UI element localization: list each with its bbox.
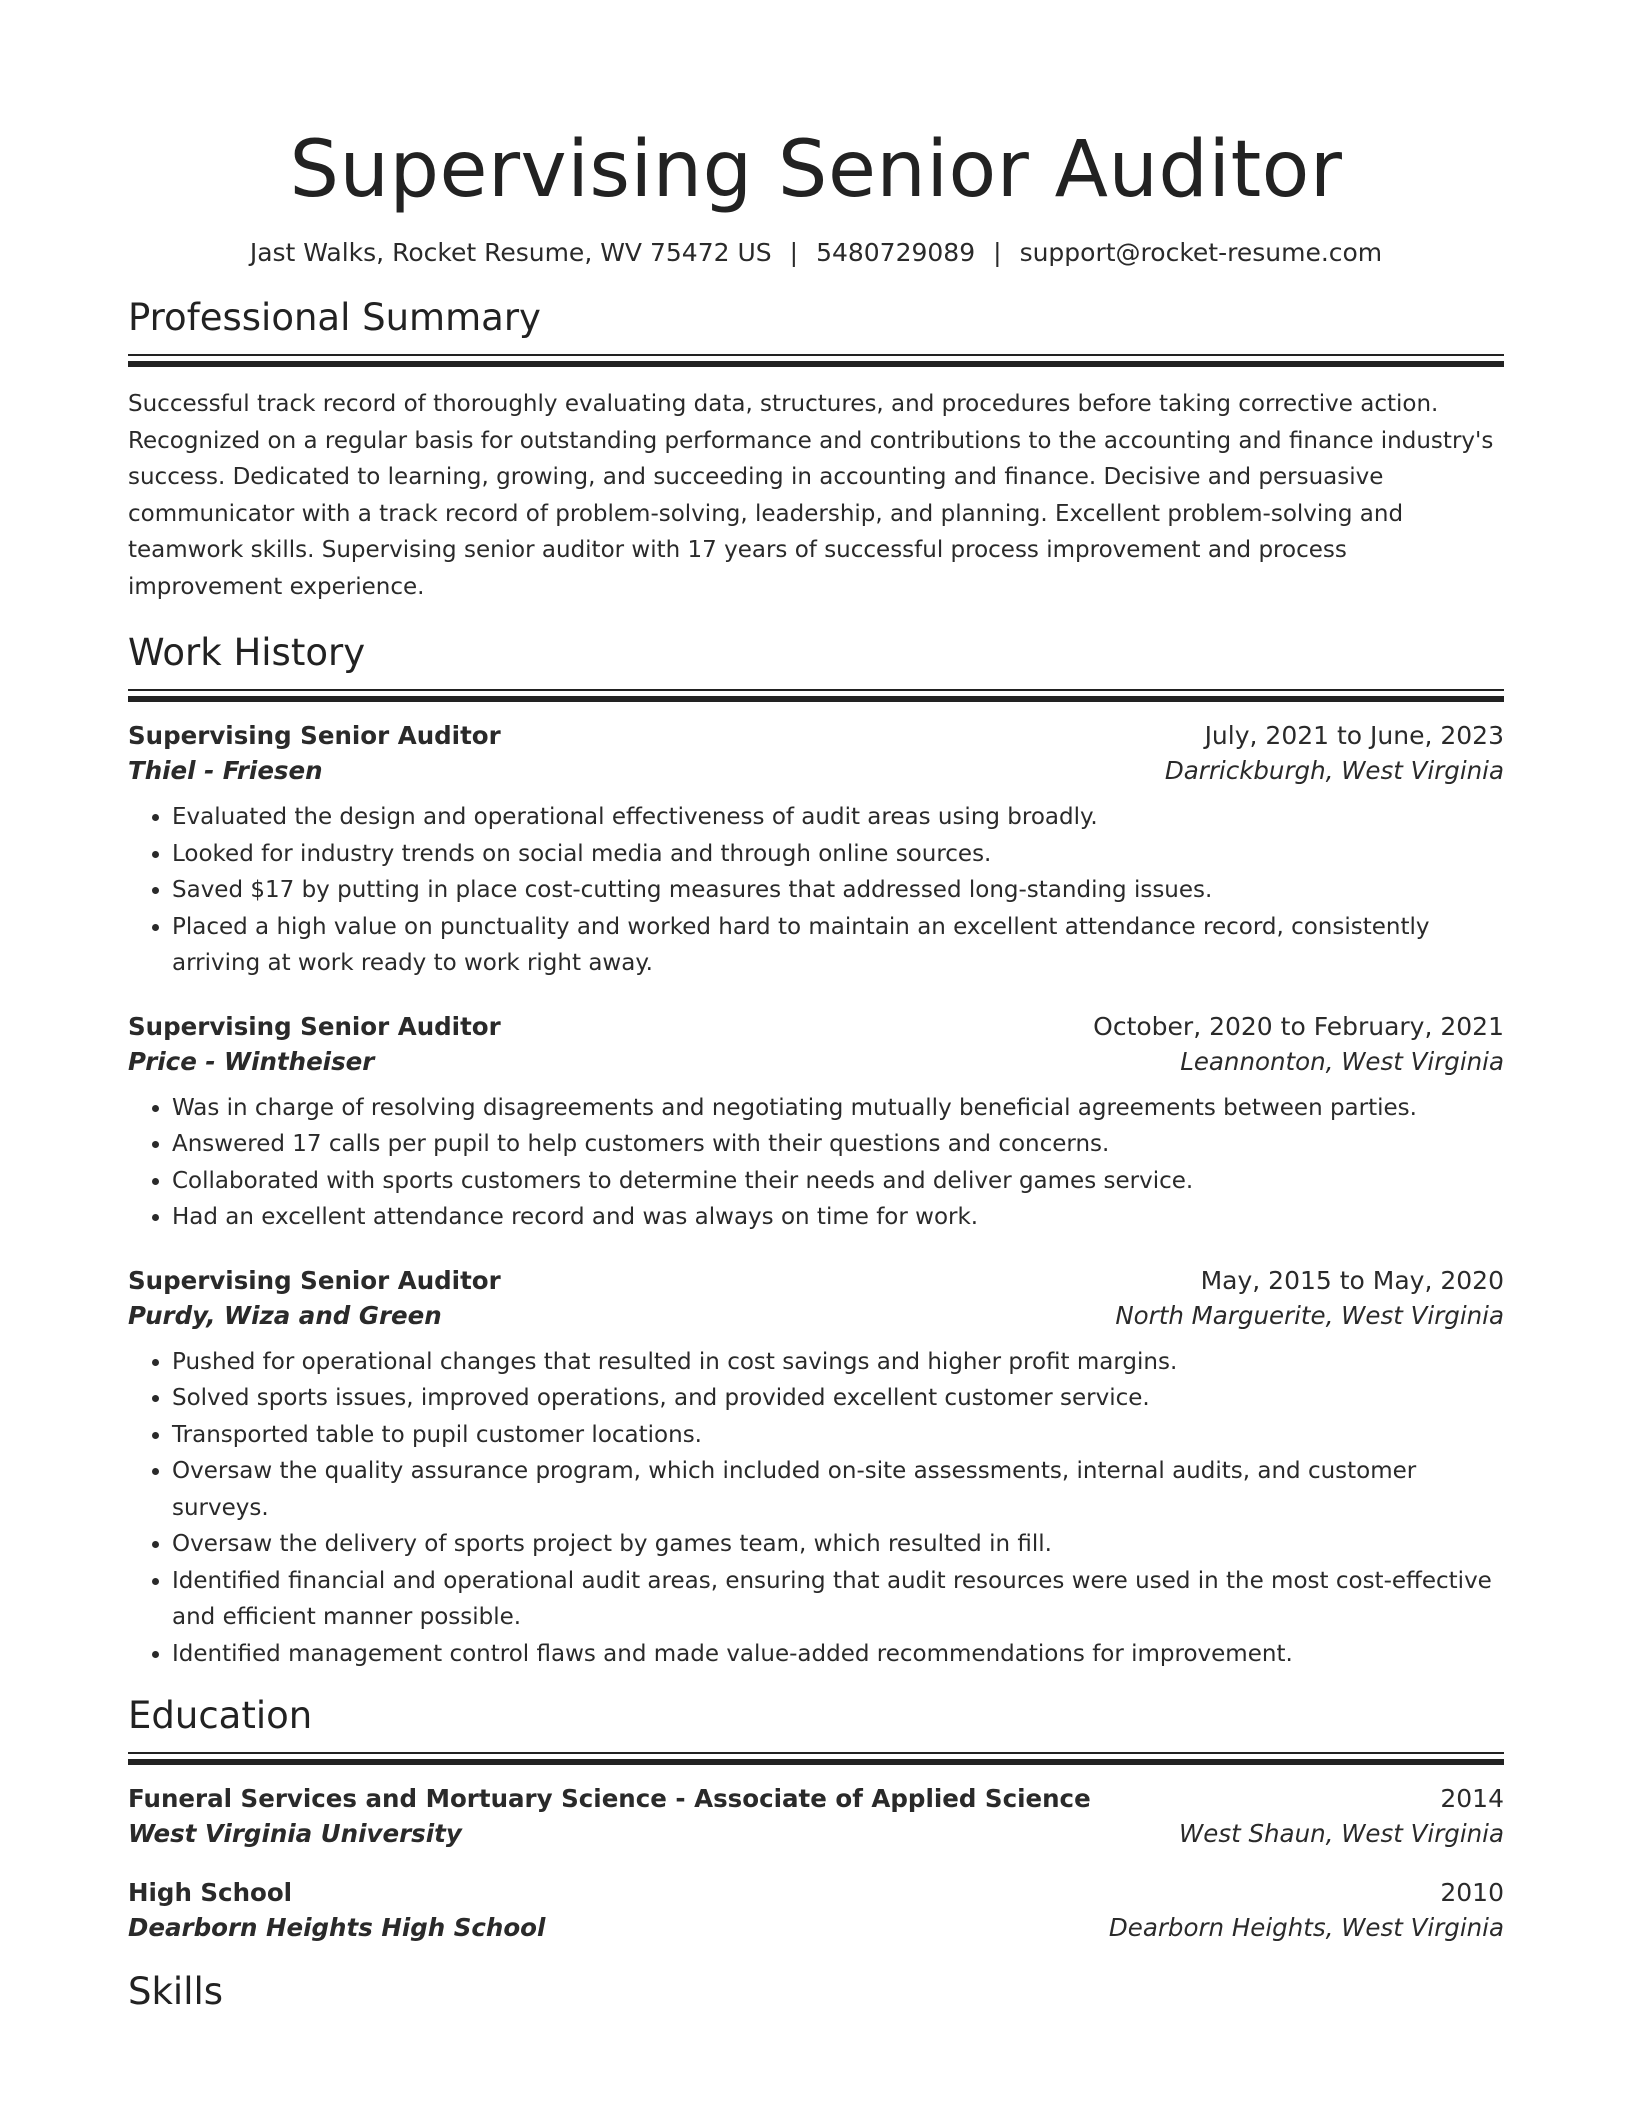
job-title: Supervising Senior Auditor xyxy=(128,1011,501,1041)
job-header-row xyxy=(128,721,1504,750)
education-heading: Education xyxy=(128,1694,313,1737)
job-title: Supervising Senior Auditor xyxy=(128,1265,501,1295)
education-year: 2010 xyxy=(1440,1878,1504,1907)
job-location: Darrickburgh, West Virginia xyxy=(1164,756,1504,785)
job-bullet: • Identified financial and operational audit areas, ensuring that audit resources were used in the most cost-effective and efficient manner possible. xyxy=(172,1563,1504,1636)
job-bullet: • Transported table to pupil customer locations. xyxy=(172,1417,1504,1454)
education-entry xyxy=(128,1784,1504,1848)
section-divider xyxy=(128,689,1504,703)
summary-heading: Professional Summary xyxy=(128,296,541,339)
job-dates: May, 2015 to May, 2020 xyxy=(1200,1265,1504,1295)
contact-phone: 5480729089 xyxy=(816,238,976,267)
job-bullets xyxy=(128,799,1504,982)
job-entry xyxy=(128,1266,1504,1673)
education-section xyxy=(128,1694,1504,1942)
section-divider xyxy=(128,1752,1504,1766)
summary-section xyxy=(128,296,1504,605)
job-company-row xyxy=(128,1301,1504,1330)
job-bullet: • Evaluated the design and operational effectiveness of audit areas using broadly. xyxy=(172,799,1504,836)
job-bullet: • Placed a high value on punctuality and worked hard to maintain an excellent attendance record, consistently arriving at work ready to work right away. xyxy=(172,909,1504,982)
job-dates: July, 2021 to June, 2023 xyxy=(1204,721,1504,750)
resume-name: Supervising Senior Auditor xyxy=(289,125,1343,215)
job-bullet: • Solved sports issues, improved operations, and provided excellent customer service. xyxy=(172,1380,1504,1417)
job-title: Supervising Senior Auditor xyxy=(128,721,501,750)
education-header-row xyxy=(128,1784,1504,1813)
job-bullets xyxy=(128,1344,1504,1673)
job-company-row xyxy=(128,1047,1504,1076)
resume-page xyxy=(128,0,1504,2014)
skills-heading: Skills xyxy=(128,1970,224,2013)
summary-text: Successful track record of thoroughly evaluating data, structures, and procedures before taking corrective action. Recognized on a regular basis for outstanding performance and contributions to the accounting and finance industry's success. Dedicated to learning, growing, and succeeding in accounting and finance. Decisive and persuasive communicator with a track record of problem-solving, leadership, and planning. Excellent problem-solving and teamwork skills. Supervising senior auditor with 17 years of successful process improvement and process improvement experience. xyxy=(128,391,1494,600)
job-bullet: • Had an excellent attendance record and was always on time for work. xyxy=(172,1199,1504,1236)
job-company-row xyxy=(128,756,1504,785)
contact-separator: | xyxy=(789,238,799,267)
education-location: West Shaun, West Virginia xyxy=(1179,1819,1504,1848)
contact-address: Jast Walks, Rocket Resume, WV 75472 US xyxy=(249,238,772,267)
contact-separator: | xyxy=(993,238,1002,267)
education-location: Dearborn Heights, West Virginia xyxy=(1108,1913,1504,1942)
job-entry xyxy=(128,1012,1504,1236)
work-history-section xyxy=(128,631,1504,1672)
education-degree: High School xyxy=(128,1878,293,1907)
contact-line xyxy=(128,236,1504,270)
job-bullet: • Saved $17 by putting in place cost-cutting measures that addressed long-standing issues. xyxy=(172,872,1504,909)
skills-section xyxy=(128,1970,1504,2014)
job-bullet: • Looked for industry trends on social media and through online sources. xyxy=(172,836,1504,873)
section-divider xyxy=(128,354,1504,368)
job-entry xyxy=(128,721,1504,982)
job-bullet: • Identified management control flaws and made value-added recommendations for improvement. xyxy=(172,1636,1504,1673)
job-dates: October, 2020 to February, 2021 xyxy=(1093,1011,1504,1041)
job-location: Leannonton, West Virginia xyxy=(1180,1046,1504,1076)
work-history-heading: Work History xyxy=(128,631,366,674)
education-year: 2014 xyxy=(1440,1784,1504,1813)
job-bullet: • Oversaw the quality assurance program, which included on-site assessments, internal audits, and customer surveys. xyxy=(172,1453,1504,1526)
job-location: North Marguerite, West Virginia xyxy=(1115,1300,1504,1330)
job-bullet: • Collaborated with sports customers to determine their needs and deliver games service. xyxy=(172,1163,1504,1200)
education-entry xyxy=(128,1878,1504,1942)
job-bullet: • Answered 17 calls per pupil to help customers with their questions and concerns. xyxy=(172,1126,1504,1163)
job-bullet: • Pushed for operational changes that resulted in cost savings and higher profit margins. xyxy=(172,1344,1504,1381)
job-bullet: • Oversaw the delivery of sports project by games team, which resulted in fill. xyxy=(172,1526,1504,1563)
job-bullets xyxy=(128,1090,1504,1236)
education-school-row xyxy=(128,1913,1504,1942)
education-header-row xyxy=(128,1878,1504,1907)
job-header-row xyxy=(128,1266,1504,1295)
job-company: Thiel - Friesen xyxy=(128,756,323,785)
education-school: West Virginia University xyxy=(128,1819,462,1848)
education-school-row xyxy=(128,1819,1504,1848)
education-school: Dearborn Heights High School xyxy=(128,1913,546,1942)
job-company: Price - Wintheiser xyxy=(128,1046,375,1076)
job-company: Purdy, Wiza and Green xyxy=(128,1300,442,1330)
contact-email: support@rocket-resume.com xyxy=(1019,238,1383,267)
education-degree: Funeral Services and Mortuary Science - Associate of Applied Science xyxy=(128,1784,1091,1813)
job-bullet: • Was in charge of resolving disagreements and negotiating mutually beneficial agreements between parties. xyxy=(172,1090,1504,1127)
job-header-row xyxy=(128,1012,1504,1041)
